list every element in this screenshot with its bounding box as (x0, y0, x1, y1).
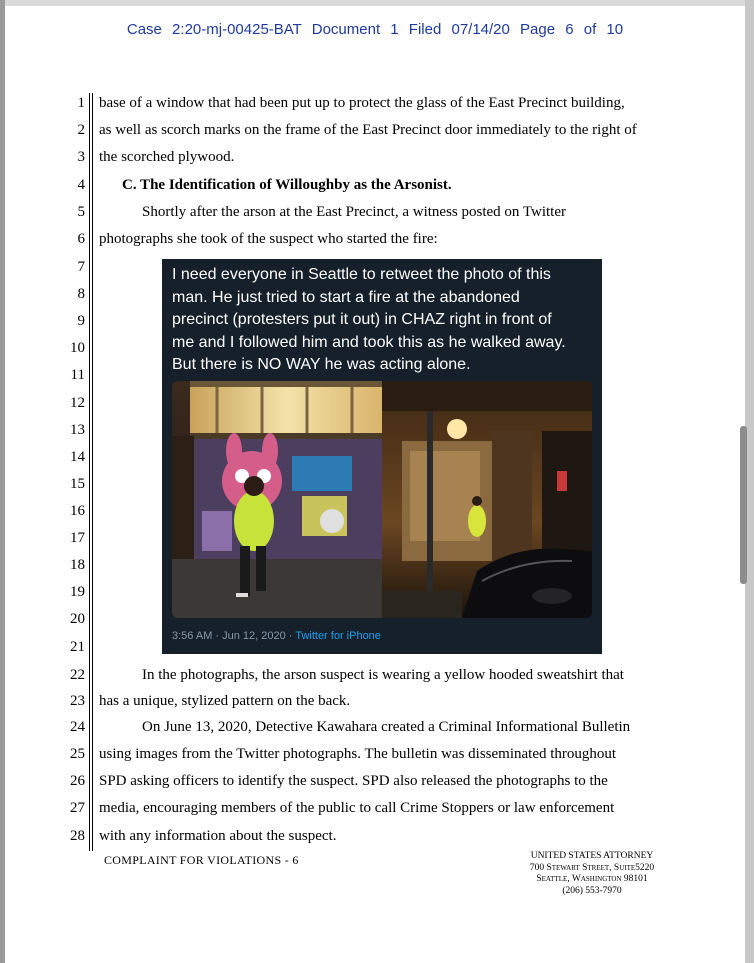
line-number: 11 (70, 367, 85, 383)
line-number: 17 (70, 530, 85, 546)
tweet-photo-mural (172, 381, 382, 618)
footer-address-1: 700 Stewart Street, Suite5220 (529, 862, 655, 873)
page-indicator: Page 6 of 10 (520, 21, 624, 38)
tweet-line-1: I need everyone in Seattle to retweet the photo of this (172, 266, 551, 283)
line-number: 24 (70, 719, 85, 735)
scrollbar-thumb[interactable] (740, 426, 747, 584)
body-line-2: as well as scorch marks on the frame of the East Precinct door immediately to the right of (99, 122, 637, 138)
case-header (5, 21, 745, 38)
filed-date: Filed 07/14/20 (408, 21, 510, 38)
line-number: 6 (77, 231, 85, 247)
line-number: 20 (70, 611, 85, 627)
body-line-28: with any information about the suspect. (99, 828, 337, 844)
body-line-22: In the photographs, the arson suspect is wearing a yellow hooded sweatshirt that (142, 667, 624, 683)
line-number: 21 (70, 639, 85, 655)
line-number: 2 (77, 122, 85, 138)
document-page (5, 0, 745, 963)
tweet-line-5: But there is NO WAY he was acting alone. (172, 356, 471, 373)
body-line-27: media, encouraging members of the public to call Crime Stoppers or law enforcement (99, 800, 615, 816)
line-number: 19 (70, 584, 85, 600)
line-number: 5 (77, 204, 85, 220)
footer-office: UNITED STATES ATTORNEY (530, 851, 654, 861)
line-number: 13 (70, 422, 85, 438)
line-number: 23 (70, 693, 85, 709)
line-number: 15 (70, 476, 85, 492)
body-line-24: On June 13, 2020, Detective Kawahara created a Criminal Informational Bulletin (142, 719, 631, 735)
case-number: Case 2:20-mj-00425-BAT (126, 21, 302, 38)
line-number: 4 (77, 177, 85, 193)
line-number: 8 (77, 286, 85, 302)
body-line-23: has a unique, stylized pattern on the back. (99, 693, 351, 709)
embedded-tweet-screenshot (162, 259, 602, 654)
tweet-photo-street (382, 381, 592, 618)
line-number: 12 (70, 395, 85, 411)
tweet-text (172, 264, 602, 377)
tweet-meta (172, 630, 381, 642)
line-number: 28 (70, 828, 85, 844)
line-number: 3 (77, 149, 85, 165)
tweet-line-2: man. He just tried to start a fire at the abandoned (172, 288, 520, 306)
body-line-3: the scorched plywood. (99, 149, 235, 165)
footer-phone: (206) 553-7970 (562, 885, 622, 896)
tweet-timestamp: 3:56 AM · Jun 12, 2020 · (172, 630, 296, 642)
line-number: 1 (77, 95, 85, 111)
line-number: 14 (70, 449, 85, 465)
section-heading: C. The Identification of Willoughby as the Arsonist. (122, 177, 452, 193)
line-number: 25 (70, 746, 85, 762)
line-number: 16 (70, 503, 85, 519)
line-number: 7 (77, 259, 85, 275)
line-number: 22 (70, 667, 85, 683)
document-number: Document 1 (311, 21, 399, 38)
line-number: 26 (70, 773, 85, 789)
top-edge (5, 0, 745, 6)
body-line-6: photographs she took of the suspect who started the fire: (99, 231, 438, 247)
footer-title: COMPLAINT FOR VIOLATIONS - 6 (104, 853, 299, 867)
tweet-line-3: precinct (protesters put it out) in CHAZ right in front of (172, 311, 552, 328)
footer-address-2: Seattle, Washington 98101 (536, 874, 648, 884)
body-line-1: base of a window that had been put up to protect the glass of the East Precinct building, (99, 95, 625, 111)
body-line-5: Shortly after the arson at the East Precinct, a witness posted on Twitter (142, 204, 566, 220)
line-number: 18 (70, 557, 85, 573)
tweet-source-link[interactable]: Twitter for iPhone (295, 630, 381, 642)
body-line-25: using images from the Twitter photographs. The bulletin was disseminated throughout (99, 746, 617, 762)
line-number: 9 (77, 313, 85, 329)
line-number: 27 (70, 800, 85, 816)
footer-office-block (507, 851, 677, 897)
margin-rule-right (92, 93, 93, 851)
tweet-line-4: me and I followed him and took this as he walked away. (172, 333, 566, 351)
line-number: 10 (70, 340, 85, 356)
margin-rule-left (89, 93, 90, 851)
body-line-26: SPD asking officers to identify the suspect. SPD also released the photographs to the (99, 773, 608, 789)
